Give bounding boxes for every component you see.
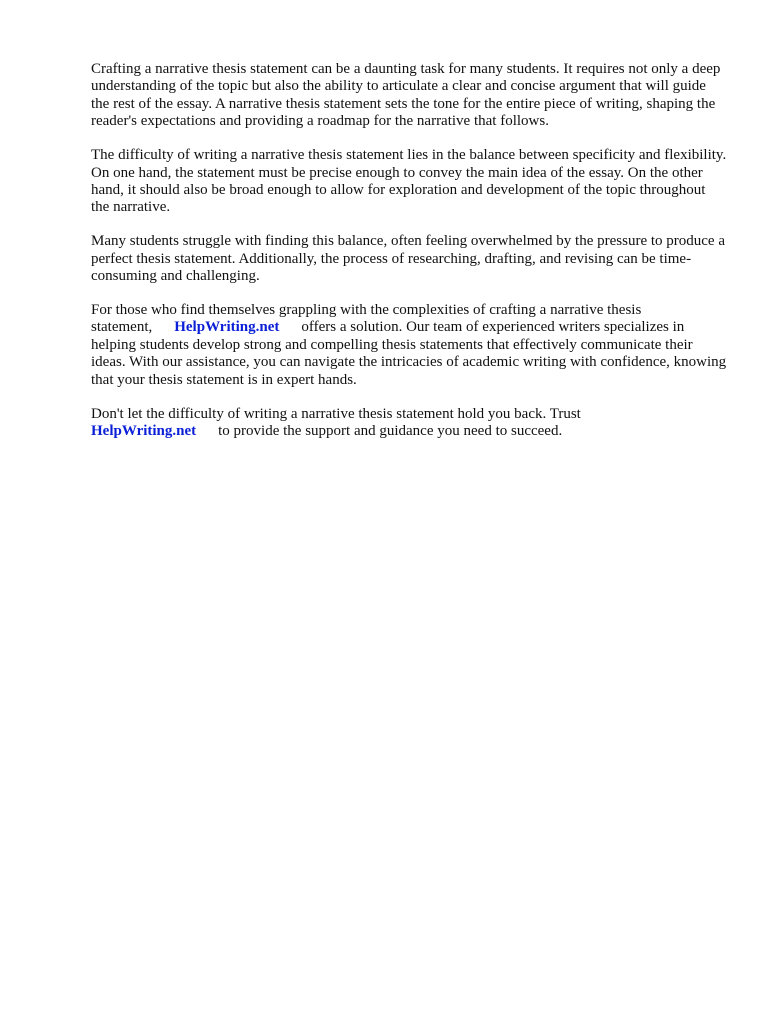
helpwriting-link[interactable]: HelpWriting.net xyxy=(174,319,280,336)
paragraph-closing-rest: to provide the support and guidance you need to succeed. xyxy=(218,422,563,439)
paragraph-struggle: Many students struggle with finding this balance, often feeling overwhelmed by the pressure to produce a perfect thesis statement. Additionally, the process of researching, drafting, and revising can be time-consuming and challenging. xyxy=(91,233,725,285)
paragraph-difficulty: The difficulty of writing a narrative thesis statement lies in the balance between specificity and flexibility. On one hand, the statement must be precise enough to convey the main idea of the essay. On the other hand, it should also be broad enough to allow for exploration and development of the topic throughout the narrative. xyxy=(91,147,727,216)
paragraph-solution-lead: For those who find themselves grappling with the complexities of crafting a narrative thesis statement, xyxy=(91,301,642,336)
document-body xyxy=(91,61,727,457)
paragraph-solution-rest: offers a solution. Our team of experienced writers specializes in helping students develop strong and compelling thesis statements that effectively communicate their ideas. With our assistance, you can navigate the intricacies of academic writing with confidence, knowing that your thesis statement is in expert hands. xyxy=(91,319,727,388)
helpwriting-link-closing[interactable]: HelpWriting.net xyxy=(91,422,197,439)
paragraph-closing xyxy=(91,406,727,441)
paragraph-intro: Crafting a narrative thesis statement can be a daunting task for many students. It requires not only a deep understanding of the topic but also the ability to articulate a clear and concise argument that will guide the rest of the essay. A narrative thesis statement sets the tone for the entire piece of writing, shaping the reader's expectations and providing a roadmap for the narrative that follows. xyxy=(91,61,721,130)
paragraph-closing-lead: Don't let the difficulty of writing a narrative thesis statement hold you back. Trust xyxy=(91,405,581,422)
paragraph-solution xyxy=(91,302,727,389)
